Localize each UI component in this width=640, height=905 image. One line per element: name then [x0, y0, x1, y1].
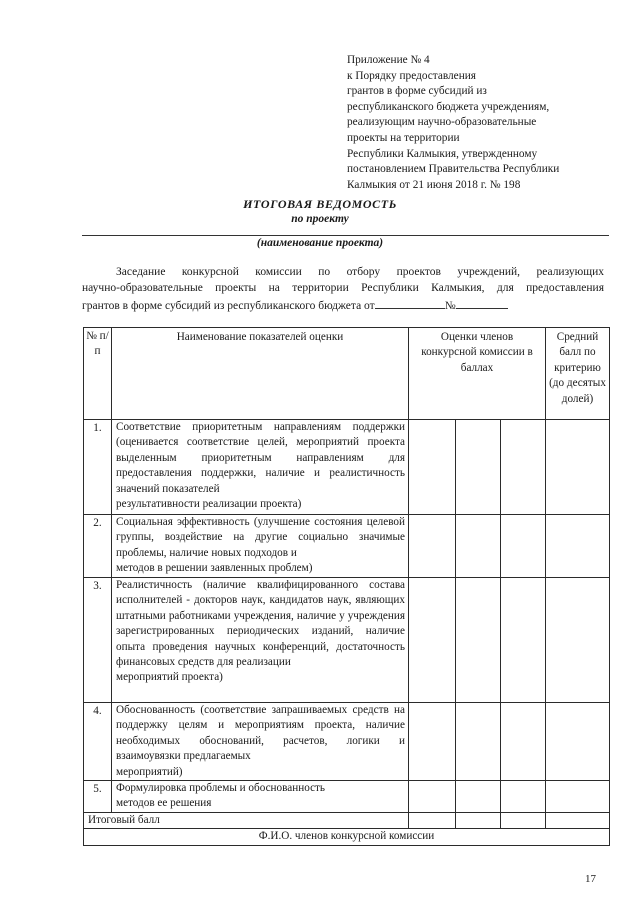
score-cell[interactable]	[501, 578, 546, 703]
criterion-text-end: методов ее решения	[116, 797, 212, 810]
criterion-text	[112, 578, 409, 703]
table-header-row	[84, 328, 610, 420]
total-cell[interactable]	[456, 813, 501, 829]
number-blank	[456, 296, 508, 309]
score-cell[interactable]	[409, 420, 456, 515]
score-cell[interactable]	[409, 781, 456, 813]
total-average-cell[interactable]	[546, 813, 610, 829]
score-cell[interactable]	[501, 703, 546, 781]
average-cell[interactable]	[546, 781, 610, 813]
header-member-scores: Оценки членов конкурсной комиссии в баллах	[409, 328, 546, 420]
table-row	[84, 703, 610, 781]
score-cell[interactable]	[456, 578, 501, 703]
page-number: 17	[585, 873, 596, 885]
table-row	[84, 420, 610, 515]
score-cell[interactable]	[456, 781, 501, 813]
average-cell[interactable]	[546, 578, 610, 703]
row-num: 3.	[84, 578, 112, 703]
criterion-text-body: Социальная эффективность (улучшение состояния целевой группы, воздействие на другие социально значимые проблемы, наличие новых подходов и	[116, 516, 405, 559]
criterion-text-body: Формулировка проблемы и обоснованность	[116, 782, 326, 795]
project-name-caption: (наименование проекта)	[256, 237, 384, 249]
intro-line-3-prefix: грантов в форме субсидий из республиканского бюджета от	[82, 300, 375, 312]
score-cell[interactable]	[409, 515, 456, 578]
intro-line-2: научно-образовательные проекты на территории Республики Калмыкия, для предоставления	[82, 281, 604, 294]
fio-label: Ф.И.О. членов конкурсной комиссии	[84, 829, 610, 845]
header-criterion-name: Наименование показателей оценки	[112, 328, 409, 420]
criterion-text-end: мероприятий)	[116, 765, 183, 778]
criterion-text-body: Обоснованность (соответствие запрашиваемых средств на поддержку целям и мероприятиям проекта, наличие необходимых обоснований, расчетов, логики и взаимоувязки предлагаемых	[116, 704, 405, 763]
intro-line-3	[82, 296, 604, 315]
table-row	[84, 515, 610, 578]
intro-number-sign: №	[444, 300, 456, 312]
header-average-score: Средний балл по критерию (до десятых долей)	[546, 328, 610, 420]
appendix-header: Приложение № 4 к Порядку предоставления грантов в форме субсидий из республиканского бюджета учреждениям, реализующим научно-образовательные проекты на территории Республики Калмыкия, утвержденному постановлением Правительства Республики Калмыкия от 21 июня 2018 г. № 198	[347, 54, 560, 191]
criterion-text	[112, 781, 409, 813]
average-cell[interactable]	[546, 515, 610, 578]
date-blank	[375, 296, 445, 309]
total-cell[interactable]	[409, 813, 456, 829]
intro-line-1: Заседание конкурсной комиссии по отбору проектов учреждений, реализующих	[116, 266, 604, 278]
criterion-text-body: Реалистичность (наличие квалифицированного состава исполнителей - докторов наук, кандидатов наук, являющих штатными работниками учреждения, наличие у учреждения зарегистрированных периодических изданий, наличие опыта проведения научных конференций, достаточность финансовых средств для реализации	[116, 579, 405, 669]
project-name-line	[82, 235, 609, 236]
score-cell[interactable]	[456, 515, 501, 578]
row-num: 2.	[84, 515, 112, 578]
document-title: ИТОГОВАЯ ВЕДОМОСТЬ	[243, 197, 397, 211]
score-cell[interactable]	[501, 420, 546, 515]
criterion-text	[112, 420, 409, 515]
row-num: 4.	[84, 703, 112, 781]
criterion-text-body: Соответствие приоритетным направлениям поддержки (оценивается соответствие целей, мероприятий проекта выделенным приоритетным направлениям для предоставления поддержки, наличие и реалистичность значений показателей	[116, 421, 405, 495]
average-cell[interactable]	[546, 420, 610, 515]
criterion-text	[112, 515, 409, 578]
total-cell[interactable]	[501, 813, 546, 829]
score-cell[interactable]	[456, 420, 501, 515]
score-cell[interactable]	[409, 703, 456, 781]
total-row	[84, 813, 610, 829]
intro-paragraph	[82, 265, 604, 315]
row-num: 5.	[84, 781, 112, 813]
score-cell[interactable]	[501, 515, 546, 578]
average-cell[interactable]	[546, 703, 610, 781]
criterion-text-end: мероприятий проекта)	[116, 671, 223, 684]
header-num: № п/п	[84, 328, 112, 420]
table-row	[84, 781, 610, 813]
score-cell[interactable]	[409, 578, 456, 703]
table-row	[84, 578, 610, 703]
criterion-text-end: методов в решении заявленных проблем)	[116, 562, 313, 575]
evaluation-table	[83, 327, 610, 846]
criterion-text-end: результативности реализации проекта)	[116, 498, 302, 511]
row-num: 1.	[84, 420, 112, 515]
document-subtitle: по проекту	[291, 213, 349, 225]
score-cell[interactable]	[501, 781, 546, 813]
fio-row	[84, 829, 610, 845]
criterion-text	[112, 703, 409, 781]
score-cell[interactable]	[456, 703, 501, 781]
total-label: Итоговый балл	[84, 813, 409, 829]
